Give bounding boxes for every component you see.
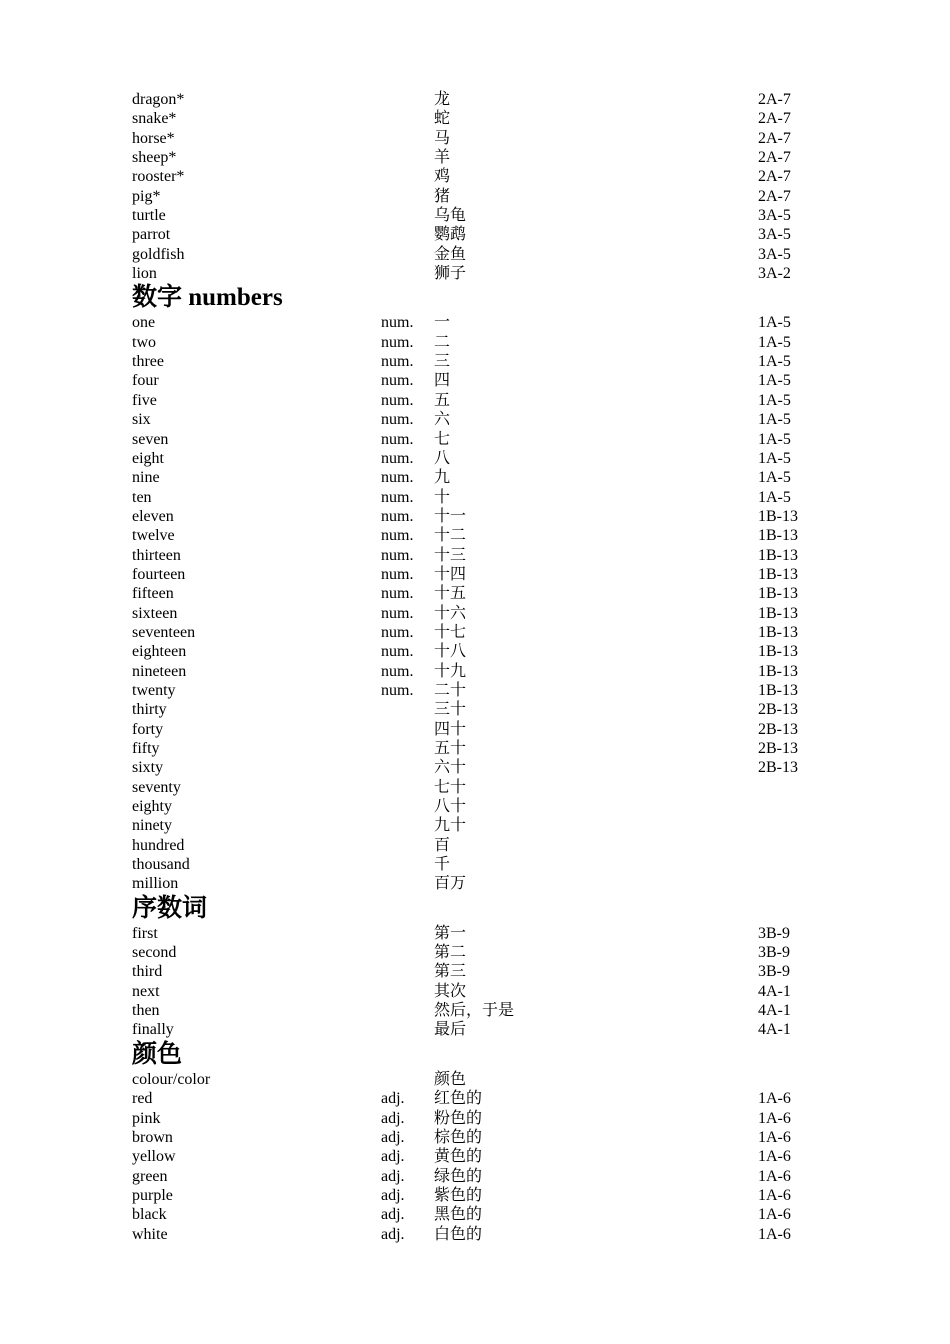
unit-reference: 1B-13 [758, 643, 798, 661]
vocab-row [132, 662, 832, 681]
unit-reference: 1A-6 [758, 1090, 791, 1108]
vocab-row [132, 584, 832, 603]
chinese-meaning: 十八 [434, 643, 467, 661]
english-word: seventy [132, 778, 181, 796]
english-word: four [132, 372, 159, 390]
chinese-meaning: 第三 [434, 963, 467, 981]
part-of-speech: num. [381, 333, 414, 351]
chinese-meaning: 十五 [434, 585, 467, 603]
chinese-meaning: 猪 [434, 187, 451, 205]
chinese-meaning: 六 [434, 411, 451, 429]
vocab-row [132, 700, 832, 719]
unit-reference: 1A-5 [758, 411, 791, 429]
english-word: sixty [132, 759, 164, 777]
chinese-meaning: 十一 [434, 507, 467, 525]
part-of-speech: num. [381, 565, 414, 583]
vocab-row [132, 1147, 832, 1166]
unit-reference: 1A-6 [758, 1186, 791, 1204]
vocab-row [132, 1109, 832, 1128]
unit-reference: 1A-5 [758, 430, 791, 448]
english-word: ten [132, 488, 152, 506]
chinese-meaning: 颜色 [434, 1070, 467, 1088]
chinese-meaning: 十 [434, 488, 451, 506]
vocab-row [132, 313, 832, 332]
vocabulary-sheet [132, 90, 832, 1244]
part-of-speech: num. [381, 507, 414, 525]
unit-reference: 2B-13 [758, 701, 798, 719]
vocab-row [132, 526, 832, 545]
chinese-meaning: 八 [434, 449, 451, 467]
part-of-speech: num. [381, 662, 414, 680]
unit-reference: 1A-6 [758, 1128, 791, 1146]
chinese-meaning: 十三 [434, 546, 467, 564]
part-of-speech: num. [381, 527, 414, 545]
vocab-row [132, 371, 832, 390]
part-of-speech: num. [381, 430, 414, 448]
part-of-speech: adj. [381, 1148, 405, 1166]
vocab-row [132, 468, 832, 487]
chinese-meaning: 鸡 [434, 168, 451, 186]
vocab-row [132, 148, 832, 167]
chinese-meaning: 鹦鹉 [434, 226, 467, 244]
chinese-meaning: 一 [434, 314, 451, 332]
vocab-row [132, 187, 832, 206]
vocab-row [132, 225, 832, 244]
english-word: eight [132, 449, 164, 467]
unit-reference: 1B-13 [758, 623, 798, 641]
part-of-speech: adj. [381, 1128, 405, 1146]
unit-reference: 1A-6 [758, 1206, 791, 1224]
chinese-meaning: 八十 [434, 798, 467, 816]
chinese-meaning: 二十 [434, 681, 467, 699]
chinese-meaning: 第二 [434, 944, 467, 962]
unit-reference: 1A-6 [758, 1225, 791, 1243]
english-word: fifteen [132, 585, 174, 603]
vocab-row [132, 778, 832, 797]
part-of-speech: adj. [381, 1090, 405, 1108]
english-word: twenty [132, 681, 176, 699]
chinese-meaning: 三 [434, 353, 451, 371]
part-of-speech: num. [381, 643, 414, 661]
chinese-meaning: 七 [434, 430, 451, 448]
vocab-row [132, 1205, 832, 1224]
unit-reference: 2B-13 [758, 720, 798, 738]
vocab-row [132, 982, 832, 1001]
unit-reference: 1A-5 [758, 488, 791, 506]
vocab-row [132, 109, 832, 128]
unit-reference: 1B-13 [758, 585, 798, 603]
unit-reference: 1B-13 [758, 546, 798, 564]
part-of-speech: num. [381, 449, 414, 467]
english-word: twelve [132, 527, 175, 545]
english-word: second [132, 944, 177, 962]
chinese-meaning: 粉色的 [434, 1109, 483, 1127]
english-word: purple [132, 1186, 173, 1204]
chinese-meaning: 棕色的 [434, 1128, 483, 1146]
part-of-speech: num. [381, 623, 414, 641]
unit-reference: 2B-13 [758, 740, 798, 757]
part-of-speech: adj. [381, 1167, 405, 1185]
chinese-meaning: 紫色的 [434, 1186, 483, 1204]
unit-reference: 2A-7 [758, 168, 791, 186]
english-word: forty [132, 720, 164, 738]
english-word: eighty [132, 798, 172, 816]
vocab-row [132, 129, 832, 148]
english-word: finally [132, 1021, 174, 1039]
vocab-row [132, 1167, 832, 1186]
unit-reference: 3A-2 [758, 265, 791, 283]
english-word: then [132, 1002, 160, 1020]
english-word: two [132, 333, 156, 351]
chinese-meaning: 马 [434, 129, 451, 147]
part-of-speech: num. [381, 411, 414, 429]
english-word: eighteen [132, 643, 187, 661]
chinese-meaning: 红色的 [434, 1090, 483, 1108]
vocab-row [132, 962, 832, 981]
unit-reference: 2B-13 [758, 759, 798, 777]
unit-reference: 1A-6 [758, 1148, 791, 1166]
part-of-speech: num. [381, 372, 414, 390]
part-of-speech: num. [381, 469, 414, 487]
vocab-row [132, 758, 832, 777]
unit-reference: 3B-9 [758, 963, 790, 981]
chinese-meaning: 乌龟 [434, 207, 467, 225]
english-word: dragon* [132, 91, 185, 108]
english-word: white [132, 1225, 168, 1243]
vocab-row [132, 206, 832, 225]
chinese-meaning: 龙 [434, 91, 451, 108]
chinese-meaning: 十七 [434, 623, 467, 641]
unit-reference: 1A-5 [758, 469, 791, 487]
chinese-meaning: 黑色的 [434, 1206, 483, 1224]
unit-reference: 1A-6 [758, 1167, 791, 1185]
chinese-meaning: 六十 [434, 759, 467, 777]
chinese-meaning: 其次 [434, 982, 467, 1000]
unit-reference: 1B-13 [758, 681, 798, 699]
part-of-speech: num. [381, 604, 414, 622]
unit-reference: 2A-7 [758, 91, 791, 108]
english-word: thirteen [132, 546, 181, 564]
vocab-row [132, 352, 832, 371]
unit-reference: 1A-5 [758, 333, 791, 351]
unit-reference: 1B-13 [758, 507, 798, 525]
vocab-row [132, 816, 832, 835]
english-word: six [132, 411, 151, 429]
english-word: parrot [132, 226, 171, 244]
unit-reference: 2A-7 [758, 129, 791, 147]
english-word: one [132, 314, 156, 332]
part-of-speech: num. [381, 681, 414, 699]
english-word: rooster* [132, 168, 185, 186]
english-word: three [132, 353, 164, 371]
english-word: turtle [132, 207, 166, 225]
part-of-speech: adj. [381, 1109, 405, 1127]
unit-reference: 2A-7 [758, 149, 791, 167]
vocab-row [132, 507, 832, 526]
part-of-speech: num. [381, 353, 414, 371]
chinese-meaning: 十四 [434, 565, 467, 583]
vocab-row [132, 1128, 832, 1147]
unit-reference: 1A-5 [758, 314, 791, 332]
section-heading: 颜色 [132, 1040, 183, 1068]
vocab-row [132, 264, 832, 283]
vocab-row [132, 430, 832, 449]
chinese-meaning: 绿色的 [434, 1167, 483, 1185]
vocab-row [132, 924, 832, 943]
english-word: nine [132, 469, 160, 487]
unit-reference: 1A-5 [758, 449, 791, 467]
unit-reference: 3A-5 [758, 207, 791, 225]
english-word: fourteen [132, 565, 186, 583]
unit-reference: 3B-9 [758, 944, 790, 962]
vocab-row [132, 642, 832, 661]
english-word: pig* [132, 187, 161, 205]
english-word: goldfish [132, 245, 185, 263]
unit-reference: 1A-5 [758, 372, 791, 390]
english-word: yellow [132, 1148, 176, 1166]
chinese-meaning: 九 [434, 469, 451, 487]
unit-reference: 2A-7 [758, 110, 791, 128]
vocab-row [132, 1089, 832, 1108]
vocab-row [132, 391, 832, 410]
chinese-meaning: 五十 [434, 740, 467, 757]
english-word: first [132, 924, 158, 942]
unit-reference: 1A-5 [758, 353, 791, 371]
english-word: third [132, 963, 163, 981]
unit-reference: 1A-6 [758, 1109, 791, 1127]
vocab-row [132, 1186, 832, 1205]
unit-reference: 4A-1 [758, 1021, 791, 1039]
english-word: eleven [132, 507, 174, 525]
english-word: brown [132, 1128, 173, 1146]
unit-reference: 1B-13 [758, 604, 798, 622]
chinese-meaning: 三十 [434, 701, 467, 719]
chinese-meaning: 百万 [434, 875, 467, 893]
english-word: snake* [132, 110, 177, 128]
vocab-row [132, 797, 832, 816]
unit-reference: 4A-1 [758, 1002, 791, 1020]
unit-reference: 1A-5 [758, 391, 791, 409]
unit-reference: 3A-5 [758, 226, 791, 244]
english-word: thirty [132, 701, 167, 719]
vocab-row [132, 167, 832, 186]
unit-reference: 3A-5 [758, 245, 791, 263]
part-of-speech: num. [381, 488, 414, 506]
english-word: ninety [132, 817, 172, 835]
chinese-meaning: 蛇 [434, 110, 451, 128]
part-of-speech: num. [381, 391, 414, 409]
chinese-meaning: 白色的 [434, 1225, 483, 1243]
chinese-meaning: 最后 [434, 1021, 467, 1039]
english-word: fifty [132, 740, 160, 757]
chinese-meaning: 五 [434, 391, 451, 409]
vocab-row [132, 943, 832, 962]
chinese-meaning: 二 [434, 333, 451, 351]
english-word: five [132, 391, 157, 409]
chinese-meaning: 狮子 [434, 265, 467, 283]
english-word: black [132, 1206, 167, 1224]
chinese-meaning: 九十 [434, 817, 467, 835]
unit-reference: 1B-13 [758, 662, 798, 680]
english-word: next [132, 982, 160, 1000]
english-word: million [132, 875, 179, 893]
unit-reference: 1B-13 [758, 565, 798, 583]
vocab-row [132, 90, 832, 109]
vocab-row [132, 410, 832, 429]
part-of-speech: adj. [381, 1186, 405, 1204]
chinese-meaning: 十九 [434, 662, 467, 680]
chinese-meaning: 第一 [434, 924, 467, 942]
chinese-meaning: 七十 [434, 778, 467, 796]
vocab-row [132, 739, 832, 758]
vocab-row [132, 488, 832, 507]
part-of-speech: adj. [381, 1225, 405, 1243]
chinese-meaning: 黄色的 [434, 1148, 483, 1166]
vocab-row [132, 1070, 832, 1089]
vocab-row [132, 720, 832, 739]
chinese-meaning: 金鱼 [434, 245, 467, 263]
chinese-meaning: 百 [434, 836, 451, 854]
english-word: sheep* [132, 149, 177, 167]
english-word: red [132, 1090, 153, 1108]
english-word: horse* [132, 129, 175, 147]
vocab-row [132, 565, 832, 584]
chinese-meaning: 千 [434, 856, 451, 874]
vocab-row [132, 604, 832, 623]
vocab-row [132, 1001, 832, 1020]
vocab-row [132, 546, 832, 565]
vocab-row [132, 855, 832, 874]
chinese-meaning: 羊 [434, 149, 451, 167]
vocab-row [132, 245, 832, 264]
vocab-row [132, 623, 832, 642]
vocab-row [132, 874, 832, 893]
english-word: hundred [132, 836, 185, 854]
english-word: green [132, 1167, 168, 1185]
unit-reference: 4A-1 [758, 982, 791, 1000]
chinese-meaning: 十二 [434, 527, 467, 545]
part-of-speech: num. [381, 314, 414, 332]
english-word: thousand [132, 856, 190, 874]
english-word: nineteen [132, 662, 187, 680]
chinese-meaning: 四 [434, 372, 451, 390]
section-heading: 序数词 [132, 894, 208, 922]
vocab-row [132, 449, 832, 468]
english-word: sixteen [132, 604, 178, 622]
vocab-row [132, 836, 832, 855]
chinese-meaning: 四十 [434, 720, 467, 738]
section-heading: 数字 numbers [132, 284, 283, 312]
english-word: pink [132, 1109, 161, 1127]
vocab-row [132, 681, 832, 700]
unit-reference: 1B-13 [758, 527, 798, 545]
vocab-row [132, 1225, 832, 1244]
chinese-meaning: 然后，于是 [434, 1002, 515, 1020]
part-of-speech: adj. [381, 1206, 405, 1224]
english-word: lion [132, 265, 157, 283]
chinese-meaning: 十六 [434, 604, 467, 622]
unit-reference: 3B-9 [758, 924, 790, 942]
vocab-row [132, 1020, 832, 1039]
english-word: colour/color [132, 1070, 211, 1088]
english-word: seventeen [132, 623, 196, 641]
part-of-speech: num. [381, 585, 414, 603]
part-of-speech: num. [381, 546, 414, 564]
english-word: seven [132, 430, 169, 448]
unit-reference: 2A-7 [758, 187, 791, 205]
vocab-row [132, 333, 832, 352]
